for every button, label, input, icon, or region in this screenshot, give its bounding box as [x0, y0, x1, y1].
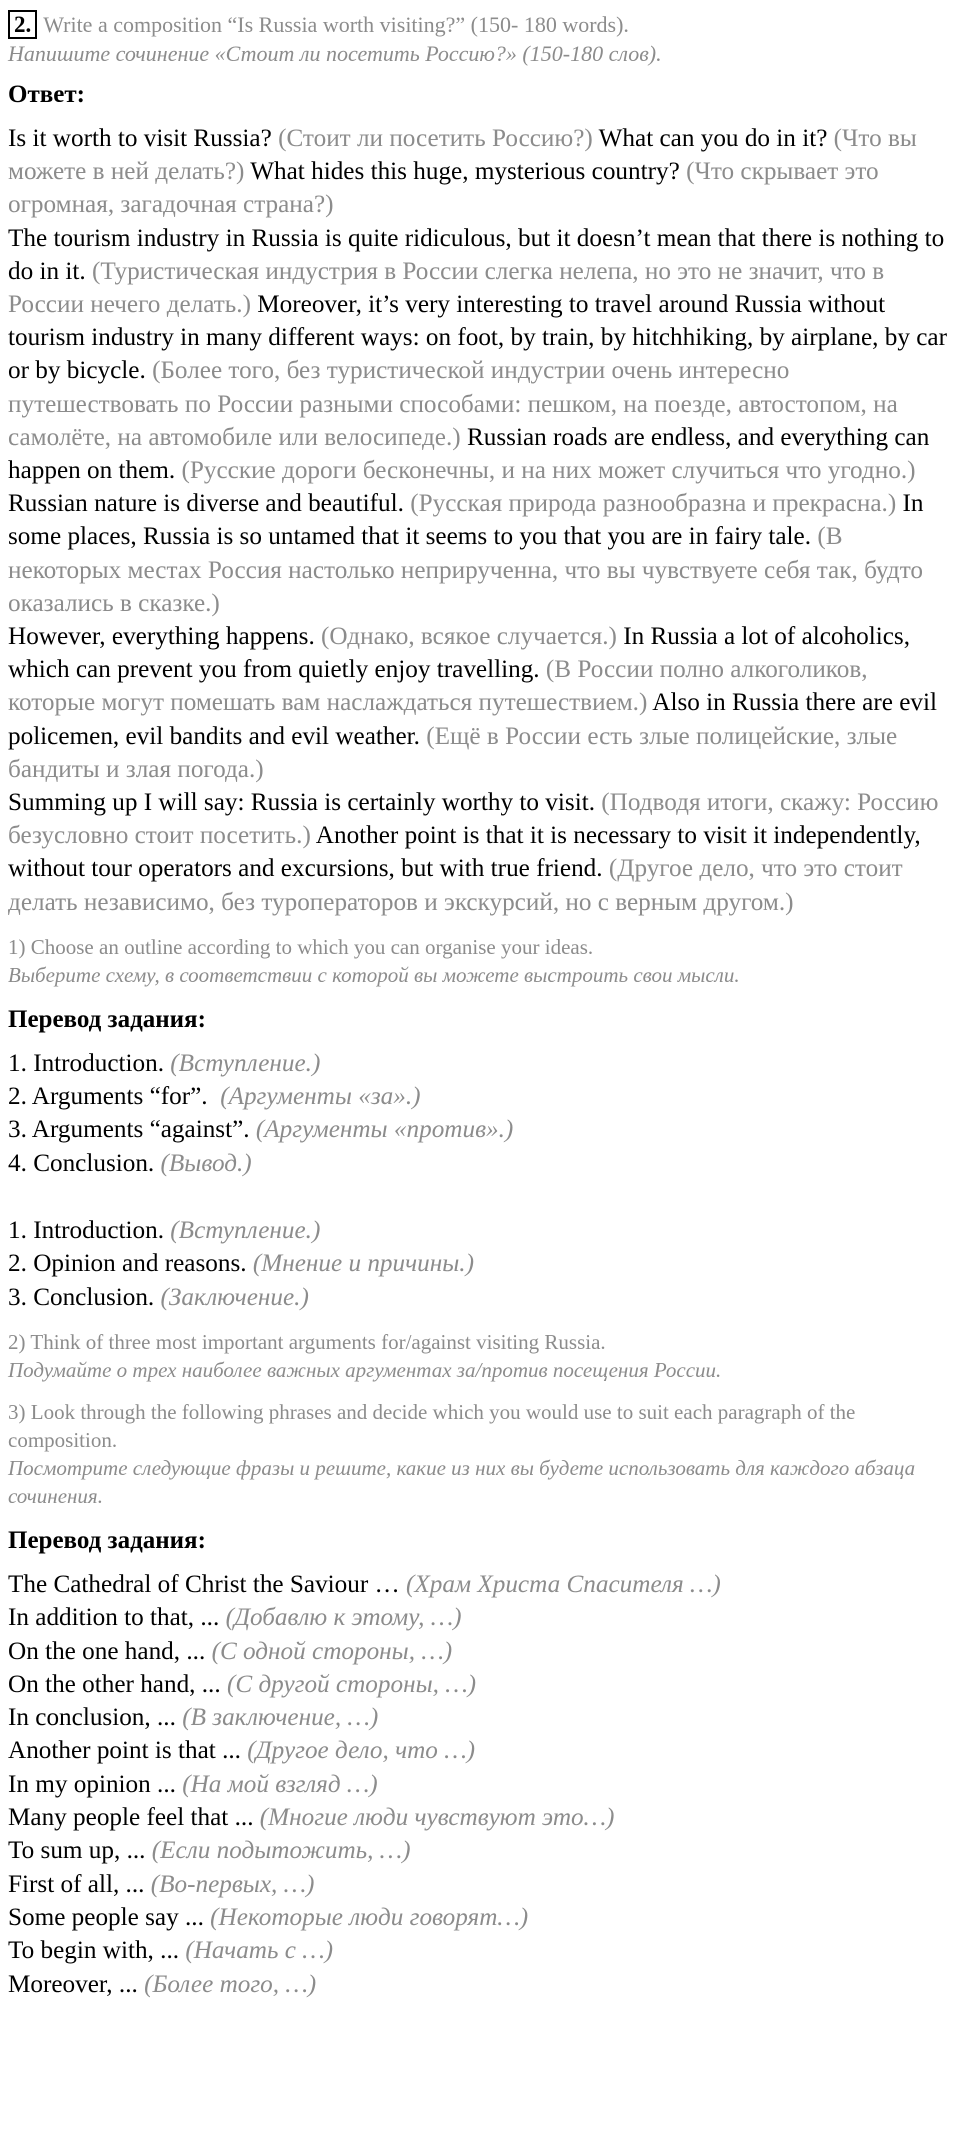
translation-heading: Перевод задания:	[8, 1005, 206, 1033]
spacer	[8, 1180, 952, 1214]
phrase-en: In my opinion ...	[8, 1770, 176, 1798]
phrase-ru: (Многие люди чувствуют это…)	[259, 1804, 615, 1832]
subtask-2-en: 2) Think of three most important arguments for/against visiting Russia.	[8, 1329, 606, 1354]
phrase-ru: (Храм Христа Спасителя …)	[406, 1570, 721, 1598]
sentence-en: Is it worth to visit Russia?	[8, 125, 272, 152]
task-line-en	[8, 10, 952, 39]
sentence-en: Moreover, it’s very interesting to travel around Russia without tourism industry in many different ways: on foot, by train, by hitchhiking, by airplane, by car or by bicycle.	[8, 291, 947, 385]
list-item	[8, 1247, 952, 1280]
list-item-en: 1. Introduction.	[8, 1217, 164, 1245]
subtask-3	[8, 1398, 952, 1510]
list-item-en: 2. Opinion and reasons.	[8, 1250, 247, 1278]
phrase-en: Many people feel that ...	[8, 1804, 254, 1832]
subtask-1	[8, 933, 952, 989]
phrase-en: In addition to that, ...	[8, 1604, 220, 1632]
phrase-en: On the other hand, ...	[8, 1670, 221, 1698]
sentence-en: Russian roads are endless, and everything can happen on them.	[8, 423, 930, 485]
phrase-ru: (С другой стороны, …)	[226, 1670, 477, 1698]
phrase-item	[8, 1901, 952, 1934]
sentence-ru: (Что скрывает это огромная, загадочная страна?)	[8, 158, 879, 219]
list-item-en: 4. Conclusion.	[8, 1149, 155, 1177]
sentence-en: Summing up I will say: Russia is certainly worthy to visit.	[8, 789, 595, 817]
phrase-ru: (Начать с …)	[185, 1937, 334, 1965]
list-item-ru: (Вступление.)	[170, 1217, 321, 1245]
sentence-ru: (Ещё в России есть злые полицейские, злые бандиты и злая погода.)	[8, 722, 898, 783]
task-text-en: Write a composition “Is Russia worth visiting?” (150- 180 words).	[43, 12, 629, 37]
phrase-en: To sum up, ...	[8, 1837, 146, 1865]
task-text-ru: Напишите сочинение «Стоит ли посетить Россию?» (150-180 слов).	[8, 41, 662, 66]
sentence-ru: (Туристическая индустрия в России слегка нелепа, но это не значит, что в России нечего делать.)	[8, 257, 885, 319]
phrase-en: First of all, ...	[8, 1870, 145, 1898]
list-item-ru: (Вступление.)	[170, 1049, 321, 1077]
outline-list-a	[8, 1047, 952, 1180]
list-item	[8, 1113, 952, 1146]
list-item	[8, 1080, 952, 1113]
sentence-en: In Russia a lot of alcoholics, which can prevent you from quietly enjoy travelling.	[8, 623, 910, 684]
sentence-en: However, everything happens.	[8, 623, 315, 651]
phrase-ru: (Некоторые люди говорят…)	[210, 1903, 529, 1931]
translation-heading: Перевод задания:	[8, 1526, 206, 1554]
sentence-ru: (Другое дело, что это стоит делать независимо, без туроператоров и экскурсий, но с верным другом.)	[8, 855, 903, 916]
phrase-ru: (Добавлю к этому, …)	[225, 1604, 462, 1632]
phrase-item	[8, 1968, 952, 2001]
sentence-en: What can you do in it?	[598, 125, 828, 152]
phrase-item	[8, 1701, 952, 1734]
phrase-item	[8, 1868, 952, 1901]
sentence-ru: (Подводя итоги, скажу: Россию безусловно стоит посетить.)	[8, 789, 939, 850]
list-item	[8, 1214, 952, 1247]
list-item-ru: (Мнение и причины.)	[252, 1250, 474, 1278]
phrase-ru: (Если подытожить, …)	[151, 1837, 411, 1865]
phrase-ru: (Другое дело, что …)	[247, 1737, 475, 1765]
sentence-en: Also in Russia there are evil policemen, evil bandits and evil weather.	[8, 689, 937, 750]
phrase-ru: (В заключение, …)	[182, 1704, 379, 1732]
list-item-ru: (Вывод.)	[160, 1149, 252, 1177]
list-item-en: 3. Arguments “against”.	[8, 1116, 250, 1144]
phrase-item	[8, 1934, 952, 1967]
phrase-item	[8, 1568, 952, 1601]
list-item	[8, 1047, 952, 1080]
phrase-ru: (На мой взгляд …)	[182, 1770, 378, 1798]
sentence-en: Russian nature is diverse and beautiful.	[8, 490, 404, 518]
sentence-ru: (Русская природа разнообразна и прекрасна.)	[410, 490, 897, 518]
list-item-ru: (Аргументы «за».)	[220, 1083, 421, 1111]
task-number: 2.	[8, 10, 37, 39]
list-item	[8, 1147, 952, 1180]
phrase-en: On the one hand, ...	[8, 1637, 206, 1665]
sentence-en: Another point is that it is necessary to visit it independently, without tour operators and excursions, but with true friend.	[8, 822, 921, 883]
sentence-ru: (Что вы можете в ней делать?)	[8, 125, 917, 186]
answer-text	[8, 122, 952, 919]
phrase-item	[8, 1635, 952, 1668]
subtask-3-en: 3) Look through the following phrases and decide which you would use to suit each paragraph of the composition.	[8, 1399, 856, 1452]
sentence-en: In some places, Russia is so untamed that it seems to you that you are in fairy tale.	[8, 490, 924, 551]
phrase-list	[8, 1568, 952, 2001]
list-item-en: 2. Arguments “for”.	[8, 1083, 208, 1111]
phrase-ru: (Более того, …)	[144, 1970, 317, 1998]
phrase-ru: (Во-первых, …)	[150, 1870, 315, 1898]
phrase-en: The Cathedral of Christ the Saviour …	[8, 1570, 400, 1598]
phrase-item	[8, 1601, 952, 1634]
phrase-item	[8, 1734, 952, 1767]
sentence-ru: (Однако, всякое случается.)	[321, 623, 617, 651]
subtask-1-en: 1) Choose an outline according to which you can organise your ideas.	[8, 934, 594, 959]
subtask-2-ru: Подумайте о трех наиболее важных аргументах за/против посещения России.	[8, 1357, 722, 1382]
sentence-ru: (В России полно алкоголиков, которые могут помешать вам наслаждаться путешествием.)	[8, 656, 868, 717]
phrase-item	[8, 1668, 952, 1701]
list-item-ru: (Аргументы «против».)	[255, 1116, 514, 1144]
outline-list-b	[8, 1214, 952, 1314]
document-page	[8, 0, 952, 2001]
list-item-en: 3. Conclusion.	[8, 1283, 155, 1311]
task-instruction	[8, 10, 952, 68]
sentence-ru: (В некоторых местах Россия настолько неприрученна, что вы чувствуете себя так, будто оказались в сказке.)	[8, 523, 924, 617]
phrase-en: Some people say ...	[8, 1903, 204, 1931]
phrase-en: To begin with, ...	[8, 1937, 180, 1965]
phrase-item	[8, 1834, 952, 1867]
phrase-en: Another point is that ...	[8, 1737, 241, 1765]
sentence-ru: (Более того, без туристической индустрии очень интересно путешествовать по России разными способами: пешком, на поезде, автостопом, на самолёте, на автомобиле или велосипеде.)	[8, 357, 898, 451]
subtask-1-ru: Выберите схему, в соответствии с которой вы можете выстроить свои мысли.	[8, 962, 740, 987]
phrase-item	[8, 1768, 952, 1801]
answer-heading: Ответ:	[8, 81, 85, 108]
sentence-en: What hides this huge, mysterious country?	[250, 158, 680, 186]
phrase-en: Moreover, ...	[8, 1970, 138, 1998]
list-item-en: 1. Introduction.	[8, 1049, 164, 1077]
sentence-ru: (Русские дороги бесконечны, и на них может случиться что угодно.)	[181, 457, 916, 485]
list-item-ru: (Заключение.)	[160, 1283, 309, 1311]
subtask-3-ru: Посмотрите следующие фразы и решите, какие из них вы будете использовать для каждого абзаца сочинения.	[8, 1455, 916, 1508]
list-item	[8, 1281, 952, 1314]
phrase-item	[8, 1801, 952, 1834]
sentence-en: The tourism industry in Russia is quite ridiculous, but it doesn’t mean that there is nothing to do in it.	[8, 224, 945, 285]
sentence-ru: (Стоит ли посетить Россию?)	[278, 125, 593, 152]
phrase-ru: (С одной стороны, …)	[211, 1637, 453, 1665]
subtask-2	[8, 1328, 952, 1384]
phrase-en: In conclusion, ...	[8, 1704, 176, 1732]
